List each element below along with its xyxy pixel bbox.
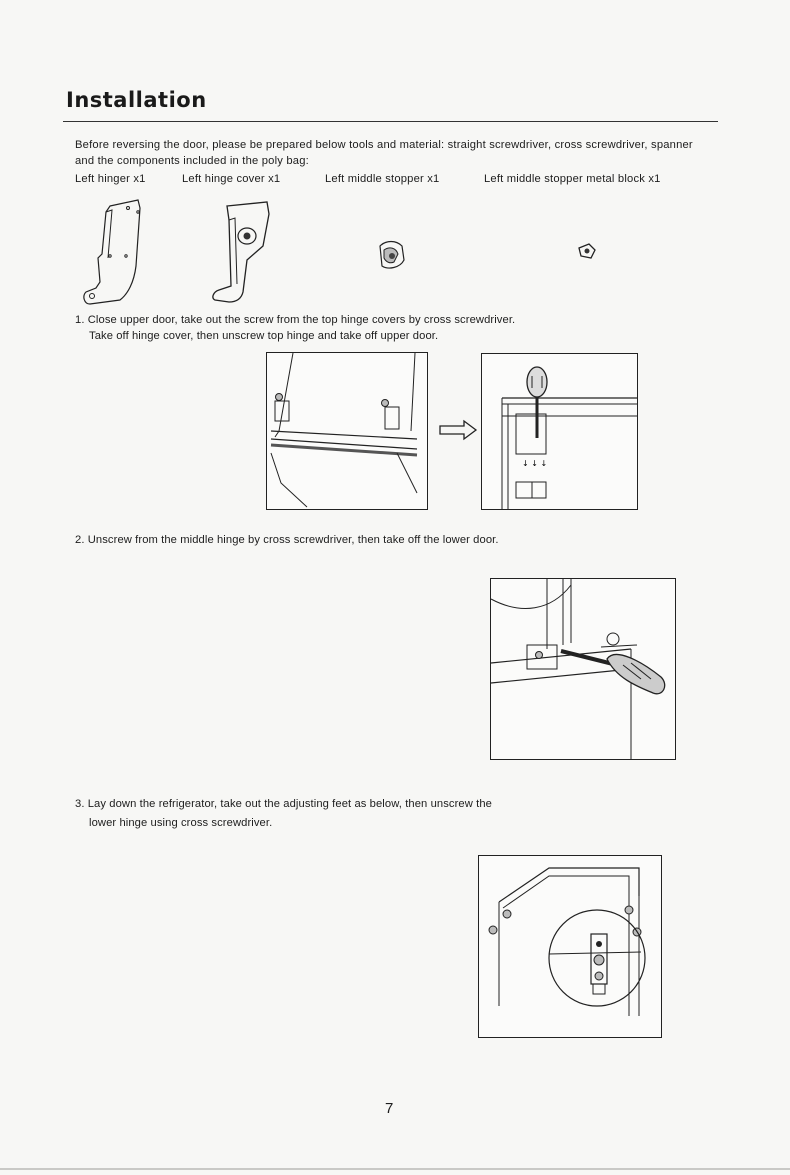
part-label-hinge-cover: Left hinge cover x1 xyxy=(182,173,281,185)
intro-paragraph: Before reversing the door, please be prepared below tools and material: straight screwdriver, cross screwdriver, spanner and the components included in the poly bag: xyxy=(75,139,693,167)
step-3-text xyxy=(75,796,492,831)
left-hinge-illustration xyxy=(80,198,155,306)
step-3-line-1: 3. Lay down the refrigerator, take out the adjusting feet as below, then unscrew the xyxy=(75,798,492,810)
page-heading: Installation xyxy=(66,88,207,112)
step-2-text xyxy=(75,532,499,548)
step-1-line-1: 1. Close upper door, take out the screw from the top hinge covers by cross screwdriver. xyxy=(75,314,516,326)
step-1-text xyxy=(75,312,515,344)
step-2-figure xyxy=(490,578,676,760)
scan-edge xyxy=(0,1168,790,1170)
step-1-figure-right xyxy=(481,353,638,510)
step-3-line-2: lower hinge using cross screwdriver. xyxy=(89,817,273,829)
hinge-cover-illustration xyxy=(205,200,275,304)
page-number: 7 xyxy=(385,1100,394,1117)
part-label-middle-stopper: Left middle stopper x1 xyxy=(325,173,440,185)
middle-stopper-illustration xyxy=(372,238,412,272)
step-3-figure xyxy=(478,855,662,1038)
heading-rule xyxy=(63,121,718,122)
arrow-icon xyxy=(438,419,480,441)
step-1-figure-left xyxy=(266,352,428,510)
step-1-line-2: Take off hinge cover, then unscrew top hinge and take off upper door. xyxy=(89,330,439,342)
svg-text:↓ ↓ ↓: ↓ ↓ ↓ xyxy=(522,459,548,468)
part-label-metal-block: Left middle stopper metal block x1 xyxy=(484,173,661,185)
part-label-left-hinge: Left hinger x1 xyxy=(75,173,146,185)
metal-block-illustration xyxy=(575,240,599,262)
step-2-line-1: 2. Unscrew from the middle hinge by cross screwdriver, then take off the lower door. xyxy=(75,534,499,546)
